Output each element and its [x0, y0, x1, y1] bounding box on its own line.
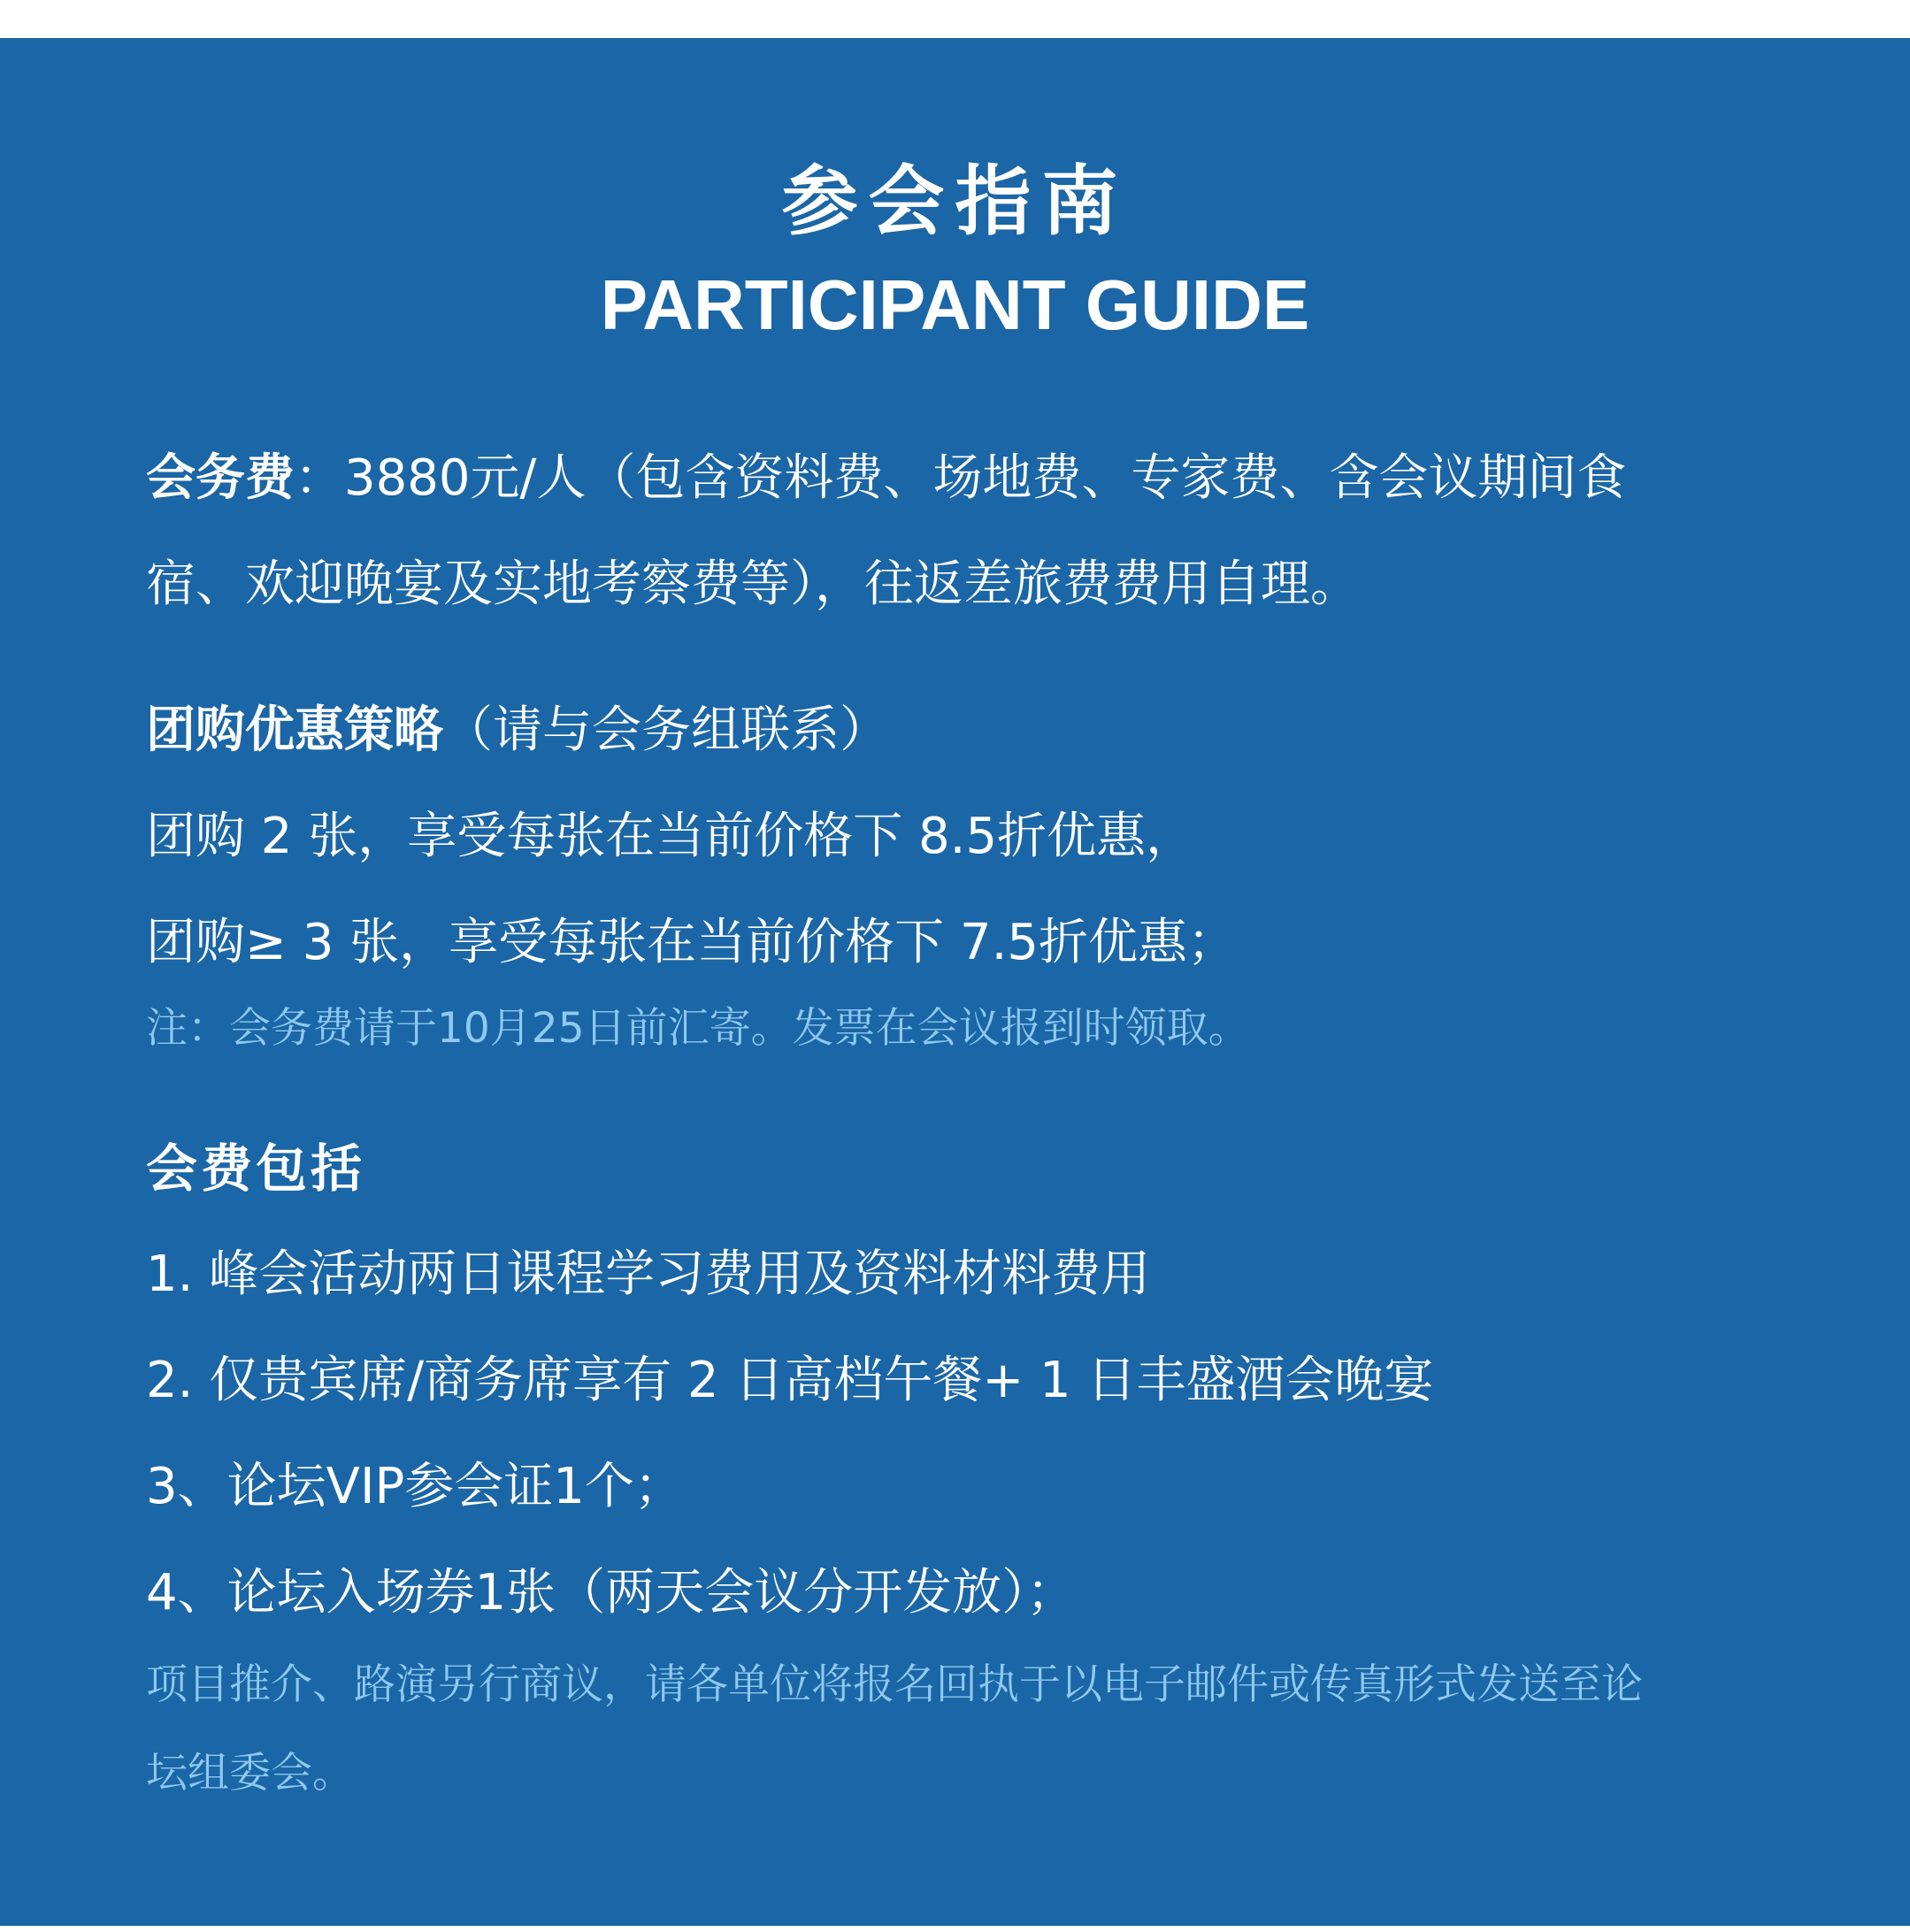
project-note-line-2: 坛组委会。 [146, 1749, 354, 1798]
includes-item: 4、论坛入场券1张（两天会议分开发放）； [146, 1564, 1077, 1622]
fee-line-1 [146, 445, 1626, 512]
includes-item: 3、论坛VIP参会证1个； [146, 1458, 684, 1515]
group-discount-contact: （请与会务组联系） [443, 702, 889, 759]
includes-heading: 会费包括 [146, 1138, 366, 1199]
project-note-line-1: 项目推介、路演另行商议，请各单位将报名回执于以电子邮件或传真形式发送至论 [146, 1660, 1643, 1709]
group-discount-heading [146, 697, 889, 764]
group-discount-label: 团购优惠策略 [146, 702, 443, 759]
group-discount-item: 团购 2 张，享受每张在当前价格下 8.5折优惠， [146, 808, 1196, 865]
page-subtitle: PARTICIPANT GUIDE [600, 265, 1310, 344]
guide-panel [0, 38, 1910, 1926]
payment-note: 注：会务费请于10月25日前汇寄。发票在会议报到时领取。 [146, 1004, 1250, 1053]
page-title: 参会指南 [781, 157, 1129, 246]
group-discount-item: 团购≥ 3 张，享受每张在当前价格下 7.5折优惠； [146, 914, 1238, 971]
fee-label: 会务费 [146, 449, 295, 507]
includes-item: 2. 仅贵宾席/商务席享有 2 日高档午餐+ 1 日丰盛酒会晚宴 [146, 1352, 1434, 1409]
fee-line-2: 宿、欢迎晚宴及实地考察费等），往返差旅费费用自理。 [146, 556, 1360, 613]
includes-item: 1. 峰会活动两日课程学习费用及资料材料费用 [146, 1246, 1151, 1303]
fee-line-1-text: ：3880元/人（包含资料费、场地费、专家费、含会议期间食 [295, 449, 1627, 507]
